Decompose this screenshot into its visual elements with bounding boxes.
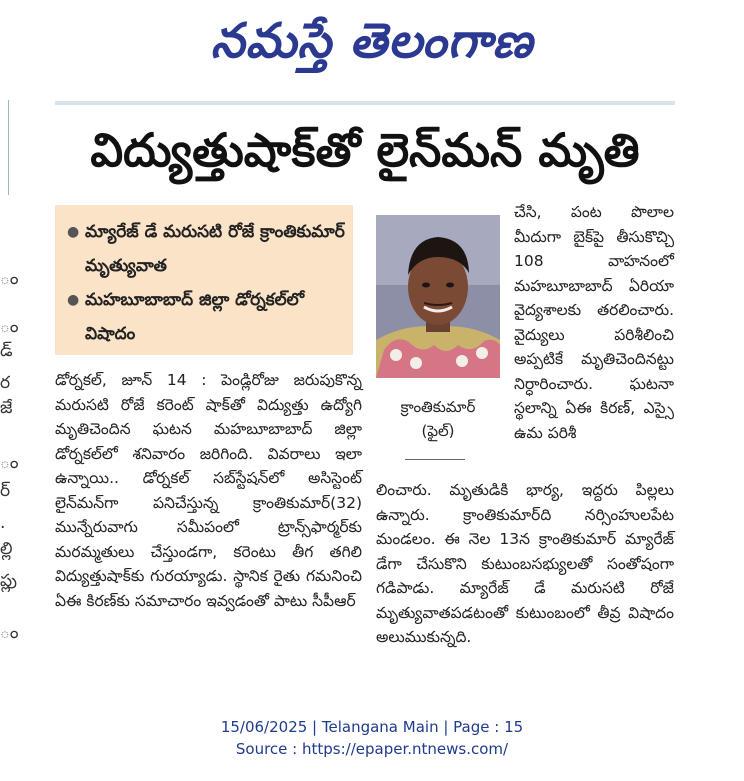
footer-date-line: 15/06/2025 | Telangana Main | Page : 15	[220, 718, 524, 736]
bullet-icon: ●	[67, 224, 80, 240]
left-fragment: ం	[0, 453, 19, 473]
highlight-item	[67, 283, 345, 351]
left-fragment: ప్లు	[0, 571, 17, 591]
left-fragment: ర్	[0, 481, 11, 501]
highlights-box	[55, 205, 353, 355]
article-headline: విద్యుత్తుషాక్‌తో లైన్‌మన్ మృతి	[90, 123, 640, 177]
portrait-photo	[376, 215, 500, 378]
article-column-right-top: చేసి, పంట పొలాల మీదుగా బైక్‌పై తీసుకొచ్చి 108 వాహనంలో మహబూబాబాద్ ఏరియా వైద్యశాలకు తరలించారు. వైద్యులు పరిశీలించి అప్పటికే మృతిచెందినట్టు నిర్ధారించారు. ఘటనా స్థలాన్ని ఏఈ కిరణ్, ఎస్సై ఉమ పరిశీ	[514, 203, 674, 442]
left-fragment: .	[0, 513, 6, 533]
headline-rule	[55, 101, 675, 105]
left-fragment: జే	[0, 398, 13, 418]
newspaper-masthead: నమస్తే తెలంగాణ	[210, 13, 534, 69]
caption-name: క్రాంతికుమార్	[400, 398, 476, 416]
highlight-item	[67, 215, 345, 283]
highlight-text: మహబూబాబాద్ జిల్లా డోర్నకల్‌లో విషాదం	[85, 290, 305, 344]
bullet-icon: ●	[67, 292, 80, 308]
caption-rule	[405, 459, 465, 460]
left-column-divider	[0, 100, 9, 195]
portrait-illustration	[376, 215, 500, 378]
left-fragment: ర	[0, 373, 11, 393]
footer-source-line: Source : https://epaper.ntnews.com/	[235, 740, 509, 758]
article-column-left: డోర్నకల్, జూన్ 14 : పెండ్లిరోజు జరుపుకొన్న మరుసటి రోజే కరెంట్ షాక్‌తో విద్యుత్తు ఉద్యోగి మృతిచెందిన ఘటన మహబూబాబాద్ జిల్లా డోర్నకల్‌లో శనివారం జరిగింది. వివరాలు ఇలా ఉన్నాయి.. డోర్నకల్ సబ్‌స్టేషన్‌లో అసిస్టెంట్ లైన్‌మన్‌గా పనిచేస్తున్న క్రాంతికుమార్(32) మున్నేరువాగు సమీపంలో ట్రాన్స్‌ఫార్మర్‌కు మరమ్మతులు చేస్తుండగా, కరెంటు తీగ తగిలి విద్యుత్తుషాక్‌కు గురయ్యాడు. స్థానిక రైతు గమనించి ఏఈ కిరణ్‌కు సమాచారం ఇవ్వడంతో పాటు సీపీఆర్	[55, 371, 362, 610]
highlight-text: మ్యారేజ్ డే మరుసటి రోజే క్రాంతికుమార్ మృత్యువాత	[85, 222, 345, 276]
source-footer	[0, 716, 744, 760]
left-fragment: ం	[0, 623, 19, 643]
left-fragment: ం	[0, 317, 19, 337]
left-fragment: డ్	[0, 341, 13, 361]
left-fragment: ల్లి	[0, 539, 13, 559]
left-fragment: ం	[0, 269, 19, 289]
article-column-right-bottom: లించారు. మృతుడికి భార్య, ఇద్దరు పిల్లలు ఉన్నారు. క్రాంతికుమార్‌ది నర్సింహులపేట మండలం. ఈ నెల 13న క్రాంతికుమార్ మ్యారేజ్ డేగా చేసుకొని కుటుంబసభ్యులతో సంతోషంగా గడిపాడు. మ్యారేజ్ డే మరుసటి రోజే మృత్యువాతపడటంతో కుటుంబంలో తీవ్ర విషాదం అలుముకున్నది.	[376, 481, 674, 646]
caption-note: (ఫైల్)	[421, 422, 455, 440]
photo-caption	[376, 395, 500, 443]
